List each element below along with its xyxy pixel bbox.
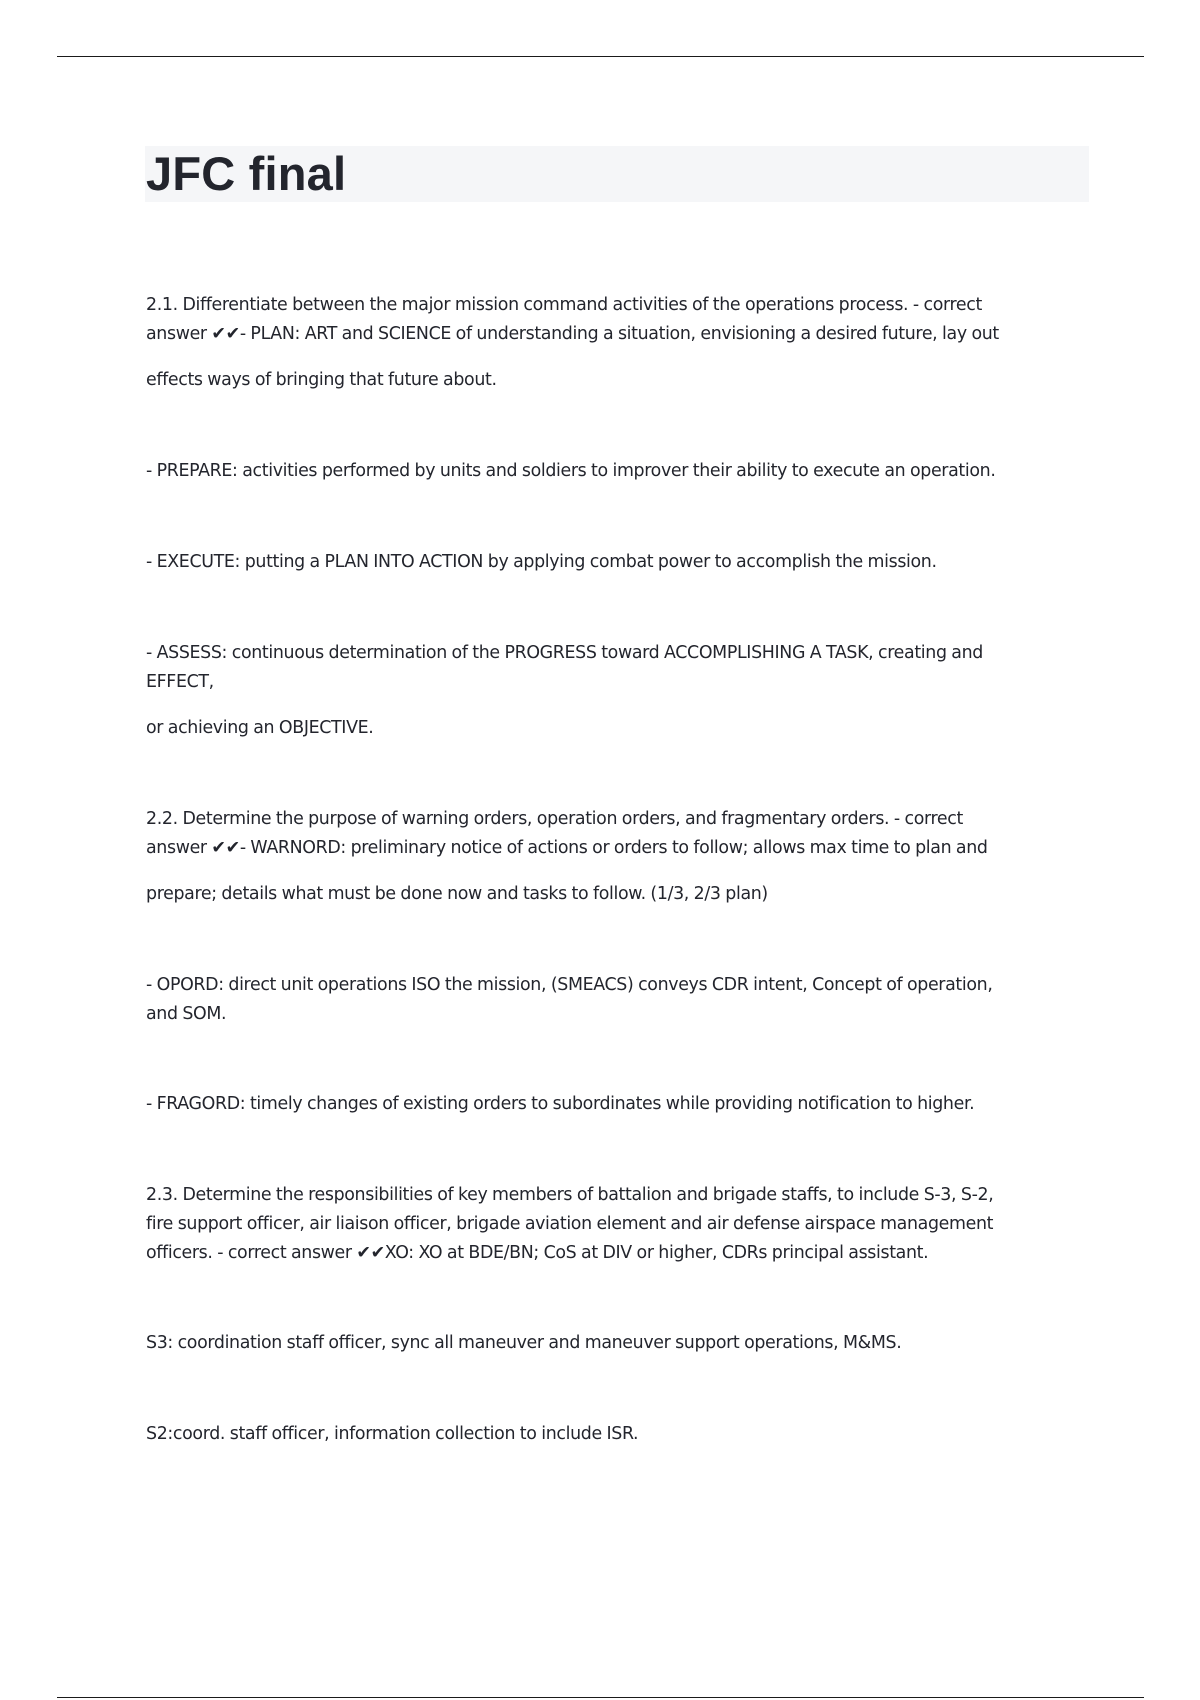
paragraph-plan-continued: [146, 366, 1086, 395]
text-line: 2.2. Determine the purpose of warning orders, operation orders, and fragmentary orders. - correct: [146, 809, 963, 829]
paragraph-assess-continued: [146, 714, 1086, 743]
paragraph-assess: [146, 639, 1086, 697]
text-line: or achieving an OBJECTIVE.: [146, 718, 374, 738]
paragraph-2-1-question: [146, 291, 1086, 349]
text-line: - EXECUTE: putting a PLAN INTO ACTION by applying combat power to accomplish the mission.: [146, 552, 937, 572]
header-rule: [57, 56, 1144, 57]
text-line: officers. - correct answer ✔✔XO: XO at BDE/BN; CoS at DIV or higher, CDRs principal assistant.: [146, 1243, 929, 1263]
footer-rule: [57, 1697, 1144, 1698]
text-line: 2.3. Determine the responsibilities of key members of battalion and brigade staffs, to include S-3, S-2,: [146, 1185, 994, 1205]
text-line: S3: coordination staff officer, sync all maneuver and maneuver support operations, M&MS.: [146, 1333, 902, 1353]
text-line: - FRAGORD: timely changes of existing orders to subordinates while providing notification to higher.: [146, 1094, 975, 1114]
paragraph-s3: [146, 1329, 1086, 1358]
text-line: and SOM.: [146, 1004, 227, 1024]
paragraph-prepare: [146, 457, 1086, 486]
text-line: 2.1. Differentiate between the major mission command activities of the operations process. - correct: [146, 295, 982, 315]
text-line: effects ways of bringing that future about.: [146, 370, 497, 390]
text-line: S2:coord. staff officer, information collection to include ISR.: [146, 1424, 639, 1444]
text-line: answer ✔✔- PLAN: ART and SCIENCE of understanding a situation, envisioning a desired future, lay out: [146, 324, 999, 344]
text-line: prepare; details what must be done now and tasks to follow. (1/3, 2/3 plan): [146, 884, 768, 904]
text-line: fire support officer, air liaison officer, brigade aviation element and air defense airspace management: [146, 1214, 994, 1234]
paragraph-2-3-question: [146, 1181, 1086, 1268]
text-line: answer ✔✔- WARNORD: preliminary notice of actions or orders to follow; allows max time to plan and: [146, 838, 988, 858]
text-line: - OPORD: direct unit operations ISO the mission, (SMEACS) conveys CDR intent, Concept of operation,: [146, 975, 993, 995]
paragraph-execute: [146, 548, 1086, 577]
paragraph-fragord: [146, 1090, 1086, 1119]
paragraph-opord: [146, 971, 1086, 1029]
paragraph-warnord-continued: [146, 880, 1086, 909]
document-title: JFC final: [146, 147, 347, 200]
text-line: EFFECT,: [146, 672, 214, 692]
text-line: - ASSESS: continuous determination of the PROGRESS toward ACCOMPLISHING A TASK, creating and: [146, 643, 983, 663]
paragraph-s2: [146, 1420, 1086, 1449]
paragraph-2-2-question: [146, 805, 1086, 863]
text-line: - PREPARE: activities performed by units and soldiers to improver their ability to execute an operation.: [146, 461, 996, 481]
